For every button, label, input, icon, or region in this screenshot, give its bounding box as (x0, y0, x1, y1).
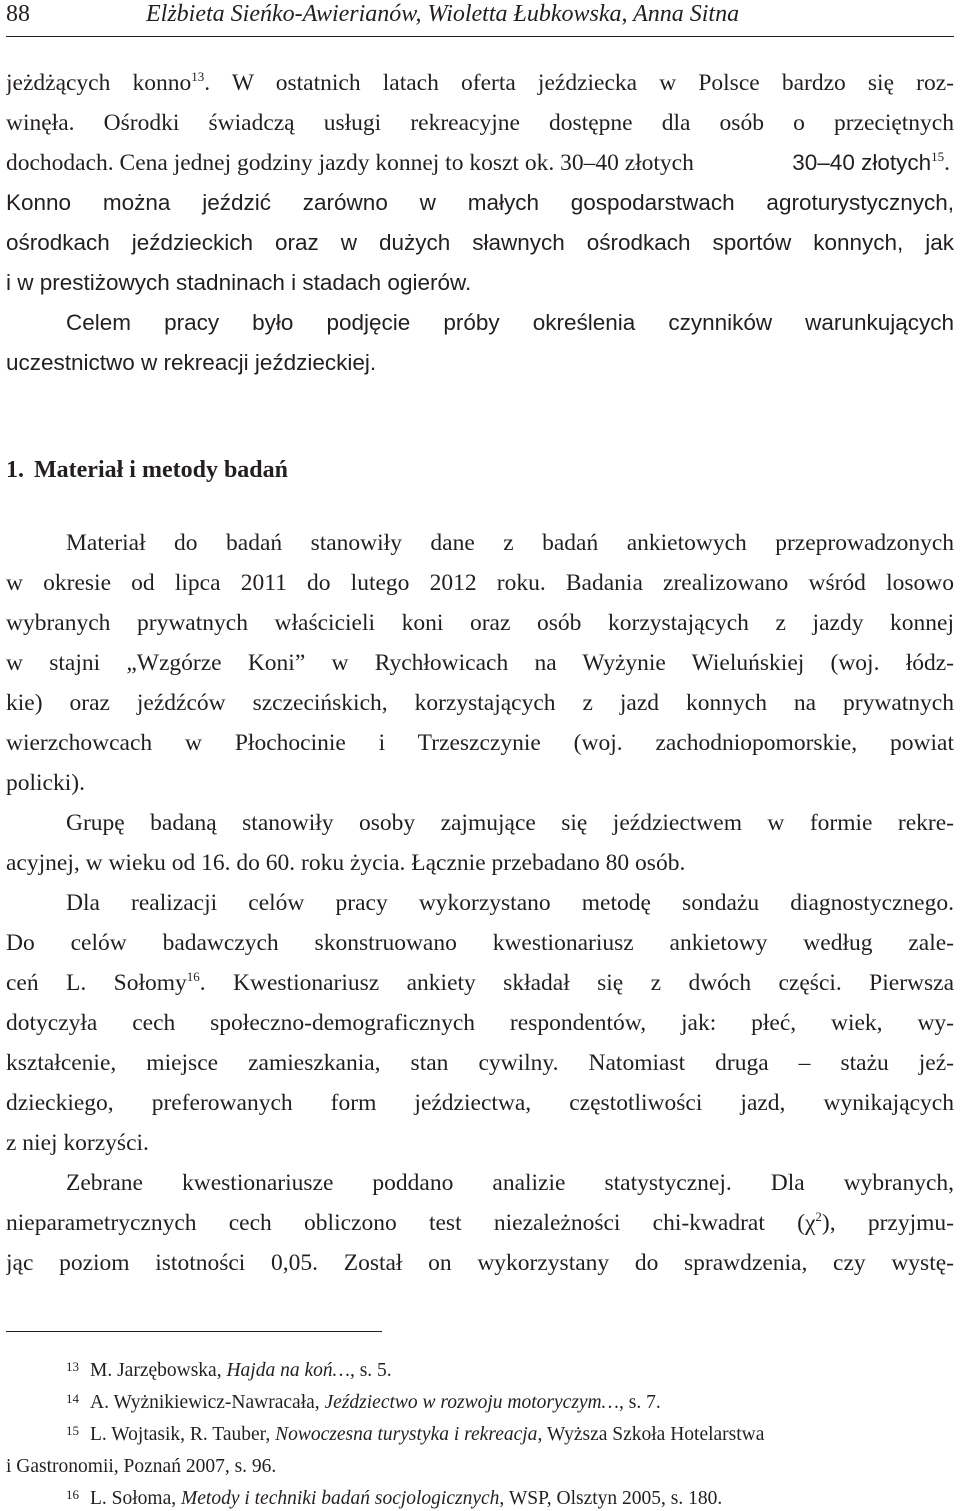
text-line: wierzchowcach w Płochocinie i Trzeszczynie (woj. zachodniopomorskie, powiat (6, 730, 954, 756)
text-line: Celem pracy było podjęcie próby określenia czynników warunkujących (66, 310, 954, 335)
text-line: nieparametrycznych cech obliczono test niezależności chi-kwadrat $(\chi^2)$, przyjmu- (6, 1209, 954, 1236)
text-line: dochodach. Cena jednej godziny jazdy konnej to koszt ok. 30–40 złotych (6, 150, 694, 176)
footnote: 13 M. Jarzębowska, Hajda na koń…, s. 5. (66, 1359, 954, 1383)
page-number: 88 (6, 1, 30, 27)
footnote-rule (6, 1331, 382, 1332)
text-line: jeżdżących konno$^{13}$. W ostatnich latach oferta jeździecka w Polsce bardzo się roz- (6, 69, 954, 96)
text-line: Dla realizacji celów pracy wykorzystano metodę sondażu diagnostycznego. (66, 890, 954, 916)
text-line: dzieckiego, preferowanych form jeździectwa, częstotliwości jazd, wynikających (6, 1090, 954, 1116)
footnote-continuation: i Gastronomii, Poznań 2007, s. 96. (6, 1456, 277, 1477)
footnote-number: 15 (66, 1423, 79, 1438)
text-line: winęła. Ośrodki świadczą usługi rekreacyjne dostępne dla osób o przeciętnych (6, 110, 954, 136)
text-line: kształcenie, miejsce zamieszkania, stan cywilny. Natomiast druga – stażu jeź- (6, 1050, 954, 1076)
text-line: Grupę badaną stanowiły osoby zajmujące się jeździectwem w formie rekre- (66, 810, 954, 836)
text-line: wybranych prywatnych właścicieli koni oraz osób korzystających z jazdy konnej (6, 610, 954, 636)
section-title: Materiał i metody badań (34, 457, 288, 483)
footnote: 15 L. Wojtasik, R. Tauber, Nowoczesna turystyka i rekreacja, Wyższa Szkoła Hotelarstwa (66, 1423, 954, 1447)
text-line: jąc poziom istotności 0,05. Został on wykorzystany do sprawdzenia, czy wystę- (6, 1250, 954, 1276)
footnote: 16 L. Sołoma, Metody i techniki badań socjologicznych, WSP, Olsztyn 2005, s. 180. (66, 1487, 954, 1511)
text-line: acyjnej, w wieku od 16. do 60. roku życia. Łącznie przebadano 80 osób. (6, 850, 686, 876)
text-line: 30–40 złotych$^{15}$. (792, 149, 950, 176)
text-line: i w prestiżowych stadninach i stadach ogierów. (6, 270, 472, 295)
footnote-number: 14 (66, 1391, 79, 1406)
text-line: Materiał do badań stanowiły dane z badań ankietowych przeprowadzonych (66, 530, 954, 556)
text-line: w stajni „Wzgórze Koni” w Rychłowicach na Wyżynie Wieluńskiej (woj. łódz- (6, 650, 954, 676)
text-line: dotyczyła cech społeczno-demograficznych respondentów, jak: płeć, wiek, wy- (6, 1010, 954, 1036)
page-header (6, 0, 954, 30)
text-line: Konno można jeździć zarówno w małych gospodarstwach agroturystycznych, (6, 190, 954, 215)
text-line: policki). (6, 770, 85, 796)
text-line: w okresie od lipca 2011 do lutego 2012 roku. Badania zrealizowano wśród losowo (6, 570, 954, 596)
footnote-number: 13 (66, 1359, 79, 1374)
text-line: uczestnictwo w rekreacji jeździeckiej. (6, 350, 377, 375)
text-line: z niej korzyści. (6, 1130, 149, 1156)
text-line: kie) oraz jeźdźców szczecińskich, korzystających z jazd konnych na prywatnych (6, 690, 954, 716)
text-line: Zebrane kwestionariusze poddano analizie statystycznej. Dla wybranych, (66, 1170, 954, 1196)
text-line: ośrodkach jeździeckich oraz w dużych sławnych ośrodkach sportów konnych, jak (6, 230, 954, 255)
running-title: Elżbieta Sieńko-Awierianów, Wioletta Łubkowska, Anna Sitna (146, 1, 740, 27)
text-line: ceń L. Sołomy$^{16}$. Kwestionariusz ankiety składał się z dwóch części. Pierwsza (6, 969, 954, 996)
text-line: Do celów badawczych skonstruowano kwestionariusz ankietowy według zale- (6, 930, 954, 956)
header-rule (6, 36, 954, 37)
footnote: 14 A. Wyżnikiewicz-Nawracała, Jeździectwo w rozwoju motoryczym…, s. 7. (66, 1391, 954, 1415)
section-number: 1. (6, 457, 24, 483)
section-heading (6, 455, 288, 485)
footnote-number: 16 (66, 1487, 79, 1502)
